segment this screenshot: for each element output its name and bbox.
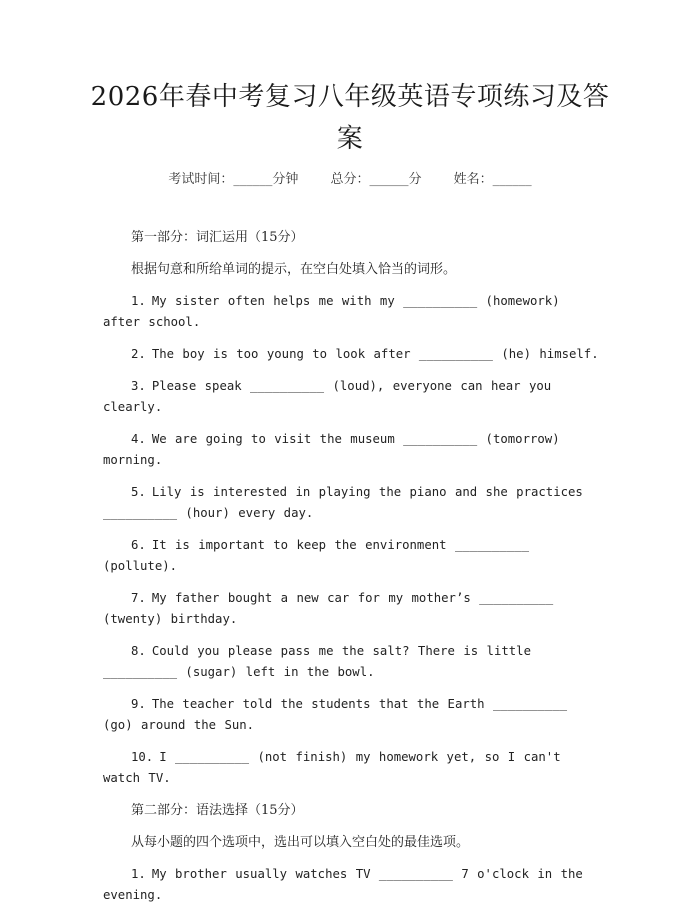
question-text: My sister often helps me with my __________ (homework) after school. xyxy=(103,294,560,329)
question-item xyxy=(103,429,603,471)
question-text: My brother usually watches TV __________ 7 o'clock in the evening. xyxy=(103,867,583,902)
question-item xyxy=(103,535,603,577)
question-item xyxy=(103,864,603,906)
question-text: My father bought a new car for my mother’s __________ (twenty) birthday. xyxy=(103,591,554,626)
question-number: 3. xyxy=(131,379,146,393)
question-text: Please speak __________ (loud), everyone can hear you clearly. xyxy=(103,379,552,414)
question-text: It is important to keep the environment __________ (pollute). xyxy=(103,538,529,573)
question-number: 7. xyxy=(131,591,146,605)
student-name: 姓名：______ xyxy=(453,172,532,187)
exam-info xyxy=(0,168,700,187)
section-2-heading: 第二部分：语法选择（15分） xyxy=(131,803,304,818)
question-item xyxy=(103,291,603,333)
question-text: The teacher told the students that the Earth __________ (go) around the Sun. xyxy=(103,697,567,732)
question-number: 2. xyxy=(131,347,146,361)
question-item xyxy=(103,694,603,736)
question-item xyxy=(103,376,603,418)
exam-time: 考试时间：______分钟 xyxy=(168,172,299,187)
question-item xyxy=(103,344,603,365)
question-number: 10. xyxy=(131,750,154,764)
question-text: I __________ (not finish) my homework yet, so I can't watch TV. xyxy=(103,750,561,785)
question-text: We are going to visit the museum __________ (tomorrow) morning. xyxy=(103,432,560,467)
question-number: 1. xyxy=(131,867,146,881)
exam-content xyxy=(103,227,603,917)
question-text: The boy is too young to look after __________ (he) himself. xyxy=(151,347,599,361)
question-text: Could you please pass me the salt? There is little __________ (sugar) left in the bowl. xyxy=(103,644,531,679)
question-item xyxy=(103,641,603,683)
question-text: Lily is interested in playing the piano and she practices __________ (hour) every day. xyxy=(103,485,583,520)
question-item xyxy=(103,747,603,789)
question-number: 8. xyxy=(131,644,146,658)
exam-total-score: 总分：______分 xyxy=(330,172,422,187)
section-2-instruction: 从每小题的四个选项中，选出可以填入空白处的最佳选项。 xyxy=(131,835,470,850)
question-number: 5. xyxy=(131,485,146,499)
question-number: 9. xyxy=(131,697,146,711)
section-1-instruction: 根据句意和所给单词的提示，在空白处填入恰当的词形。 xyxy=(131,262,457,277)
question-item xyxy=(103,482,603,524)
question-item xyxy=(103,588,603,630)
section-1-heading: 第一部分：词汇运用（15分） xyxy=(131,230,304,245)
question-number: 4. xyxy=(131,432,146,446)
page-title: 2026年春中考复习八年级英语专项练习及答案 xyxy=(90,82,610,154)
question-number: 1. xyxy=(131,294,146,308)
question-number: 6. xyxy=(131,538,146,552)
